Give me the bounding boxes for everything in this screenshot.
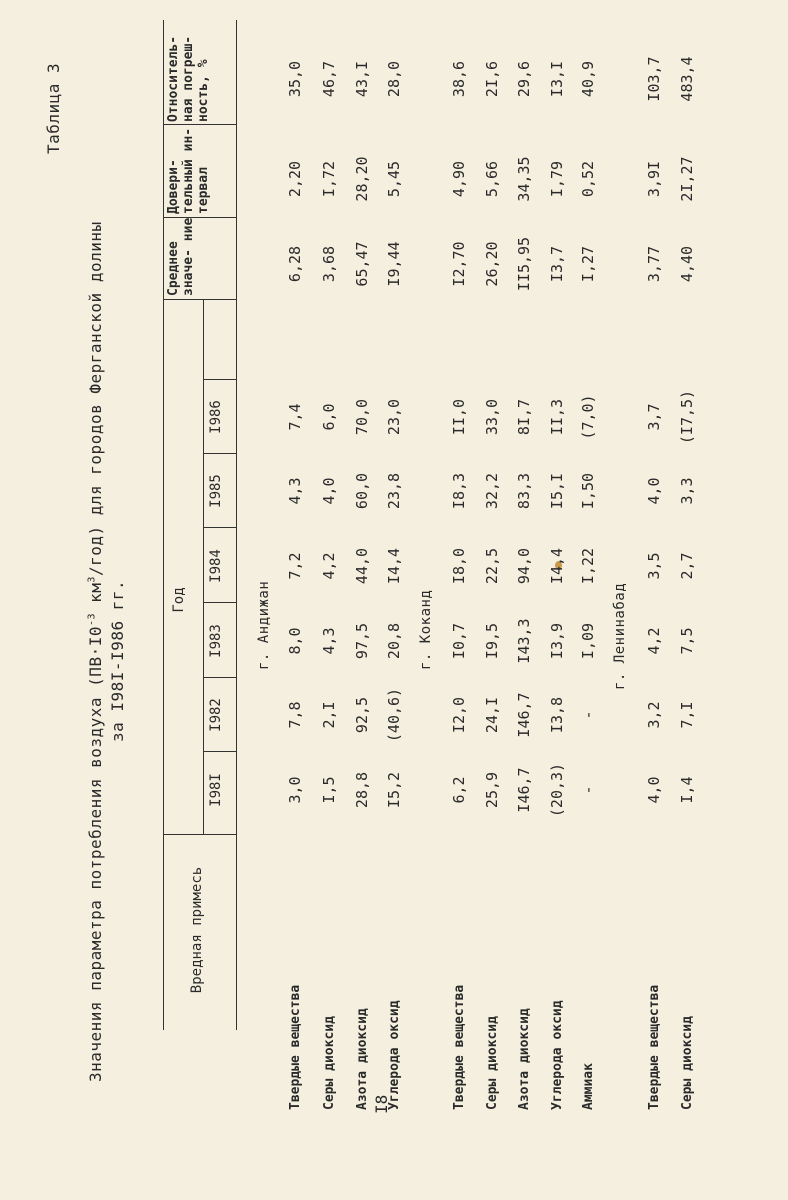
table-cell: I03,7 [645, 56, 663, 102]
row-label: Серы диоксид [485, 1016, 500, 1110]
table-cell: 70,0 [353, 398, 371, 436]
table-cell: I4,4 [548, 547, 566, 585]
header-year: I983 [208, 624, 224, 658]
table-cell: 0,52 [579, 160, 597, 198]
table-cell: 34,35 [515, 156, 533, 202]
table-cell: 5,66 [483, 160, 501, 198]
row-label: Твердые вещества [288, 984, 303, 1110]
table-cell: 35,0 [286, 60, 304, 98]
title-sup: -3 [86, 612, 98, 627]
header-year-group: Год [171, 587, 187, 613]
table-cell: 3,0 [286, 776, 304, 804]
col-divider [163, 299, 236, 300]
table-cell: I,22 [579, 547, 597, 585]
table-cell: 22,5 [483, 547, 501, 585]
table-cell: I8,3 [450, 472, 468, 510]
table-cell: II,3 [548, 398, 566, 436]
table-cell: 3,7 [645, 403, 663, 431]
table-cell: I,79 [548, 160, 566, 198]
table-cell: 3,77 [645, 245, 663, 283]
table-cell: 2I,6 [483, 60, 501, 98]
table-cell: 7,2 [286, 552, 304, 580]
table-cell: I5,2 [385, 771, 403, 809]
table-cell: 60,0 [353, 472, 371, 510]
table-cell: 65,47 [353, 241, 371, 287]
table-cell: I0,7 [450, 622, 468, 660]
table-cell: 4,0 [320, 477, 338, 505]
table-cell: I,4 [678, 776, 696, 804]
table-cell: I46,7 [515, 692, 533, 738]
table-cell: I,50 [579, 472, 597, 510]
city-heading: г. Ленинабад [612, 582, 628, 690]
table-cell: I5,I [548, 472, 566, 510]
table-cell: 2I,27 [678, 156, 696, 202]
table-cell: I2,70 [450, 241, 468, 287]
table-cell: 25,9 [483, 771, 501, 809]
table-cell: 2,7 [678, 552, 696, 580]
table-cell: I3,9 [548, 622, 566, 660]
table-cell: I3,7 [548, 245, 566, 283]
table-cell: 4,3 [286, 477, 304, 505]
table-cell: II,0 [450, 398, 468, 436]
table-cell: 23,8 [385, 472, 403, 510]
table-cell: 23,0 [385, 398, 403, 436]
table-cell: 26,20 [483, 241, 501, 287]
table-cell: (I7,5) [678, 389, 696, 445]
table-cell: 6,0 [320, 403, 338, 431]
table-title-line1 [86, 221, 105, 1082]
table-cell: I,09 [579, 622, 597, 660]
table-cell: 92,5 [353, 696, 371, 734]
row-label: Азота диоксид [355, 1008, 370, 1110]
table-cell: 97,5 [353, 622, 371, 660]
table-cell: 7,8 [286, 701, 304, 729]
table-cell: (20,3) [548, 762, 566, 818]
table-cell: 3,2 [645, 701, 663, 729]
table-cell: I4,4 [385, 547, 403, 585]
table-cell: 40,9 [579, 60, 597, 98]
title-sup: 3 [86, 576, 98, 583]
table-cell: 6,28 [286, 245, 304, 283]
row-label: Углерода оксид [550, 1000, 565, 1110]
table-cell: 2,I [320, 701, 338, 729]
table-top-rule [163, 20, 164, 1030]
table-cell: 6,2 [450, 776, 468, 804]
table-cell: I3,I [548, 60, 566, 98]
table-label: Таблица 3 [44, 62, 63, 154]
table-cell: 4,0 [645, 776, 663, 804]
header-pollutant: Вредная примесь [189, 866, 205, 994]
table-cell: 4,2 [320, 552, 338, 580]
table-cell: 8I,7 [515, 398, 533, 436]
header-year: I984 [208, 549, 224, 583]
row-label: Азота диоксид [517, 1008, 532, 1110]
table-cell: I2,0 [450, 696, 468, 734]
table-cell: 44,0 [353, 547, 371, 585]
table-cell: 28,8 [353, 771, 371, 809]
table-cell: 4,3 [320, 627, 338, 655]
header-year: I982 [208, 698, 224, 732]
page-number: I8 [372, 1094, 391, 1114]
table-cell: 3,68 [320, 245, 338, 283]
header-bottom-rule [236, 20, 237, 1030]
header-confidence: Довери- тельный ин- тервал [166, 127, 211, 214]
header-year: I98I [208, 773, 224, 807]
table-cell: (40,6) [385, 687, 403, 743]
table-cell: 29,6 [515, 60, 533, 98]
row-label: Твердые вещества [452, 984, 467, 1110]
table-cell: 5,45 [385, 160, 403, 198]
table-cell: 43,I [353, 60, 371, 98]
col-divider [163, 834, 236, 835]
table-cell: I9,5 [483, 622, 501, 660]
header-rel-error: Относитель- ная погреш- ность, % [166, 35, 211, 122]
table-cell: 28,0 [385, 60, 403, 98]
table-cell: 33,0 [483, 398, 501, 436]
row-label: Аммиак [581, 1063, 596, 1110]
table-cell: I3,8 [548, 696, 566, 734]
table-cell: 7,5 [678, 627, 696, 655]
table-cell: 94,0 [515, 547, 533, 585]
col-divider [203, 751, 236, 752]
table-cell: I46,7 [515, 767, 533, 813]
table-cell: I9,44 [385, 241, 403, 287]
table-cell: 32,2 [483, 472, 501, 510]
table-cell: 7,4 [286, 403, 304, 431]
table-cell: 46,7 [320, 60, 338, 98]
col-divider [203, 677, 236, 678]
title-part: Значения параметра потребления воздуха (ПВ·I0 [86, 626, 105, 1082]
title-part: км [86, 582, 105, 613]
table-cell: 2,20 [286, 160, 304, 198]
table-cell: 20,8 [385, 622, 403, 660]
table-cell: 4,2 [645, 627, 663, 655]
table-cell: (7,0) [579, 394, 597, 440]
col-divider [203, 527, 236, 528]
table-cell: 38,6 [450, 60, 468, 98]
table-title-line2: за I98I-I986 гг. [108, 579, 127, 742]
table-cell: - [579, 710, 597, 720]
header-year: I985 [208, 474, 224, 508]
table-cell: 24,I [483, 696, 501, 734]
title-part: /год) для городов Ферганской долины [86, 221, 105, 577]
table-cell: II5,95 [515, 236, 533, 292]
table-cell: 7,I [678, 701, 696, 729]
header-mean: Среднее значе- ние [166, 217, 196, 296]
table-cell: 8,0 [286, 627, 304, 655]
table-cell: 4,0 [645, 477, 663, 505]
row-label: Серы диоксид [680, 1016, 695, 1110]
header-year: I986 [208, 400, 224, 434]
table-cell: I,27 [579, 245, 597, 283]
table-cell: 28,20 [353, 156, 371, 202]
col-divider [203, 379, 236, 380]
col-divider [203, 602, 236, 603]
table-cell: I,72 [320, 160, 338, 198]
year-group-rule [203, 300, 204, 835]
table-cell: 3,5 [645, 552, 663, 580]
table-cell: 3,3 [678, 477, 696, 505]
table-cell: - [579, 785, 597, 795]
table-cell: 83,3 [515, 472, 533, 510]
row-label: Углерода оксид [387, 1000, 402, 1110]
row-label: Твердые вещества [647, 984, 662, 1110]
table-cell: 4,90 [450, 160, 468, 198]
city-heading: г. Коканд [418, 589, 434, 670]
table-cell: 3,9I [645, 160, 663, 198]
table-cell: 4,40 [678, 245, 696, 283]
col-divider [203, 453, 236, 454]
table-cell: I,5 [320, 776, 338, 804]
table-cell: I8,0 [450, 547, 468, 585]
table-cell: I43,3 [515, 618, 533, 664]
city-heading: г. Андижан [256, 580, 272, 670]
row-label: Серы диоксид [322, 1016, 337, 1110]
table-cell: 483,4 [678, 56, 696, 102]
